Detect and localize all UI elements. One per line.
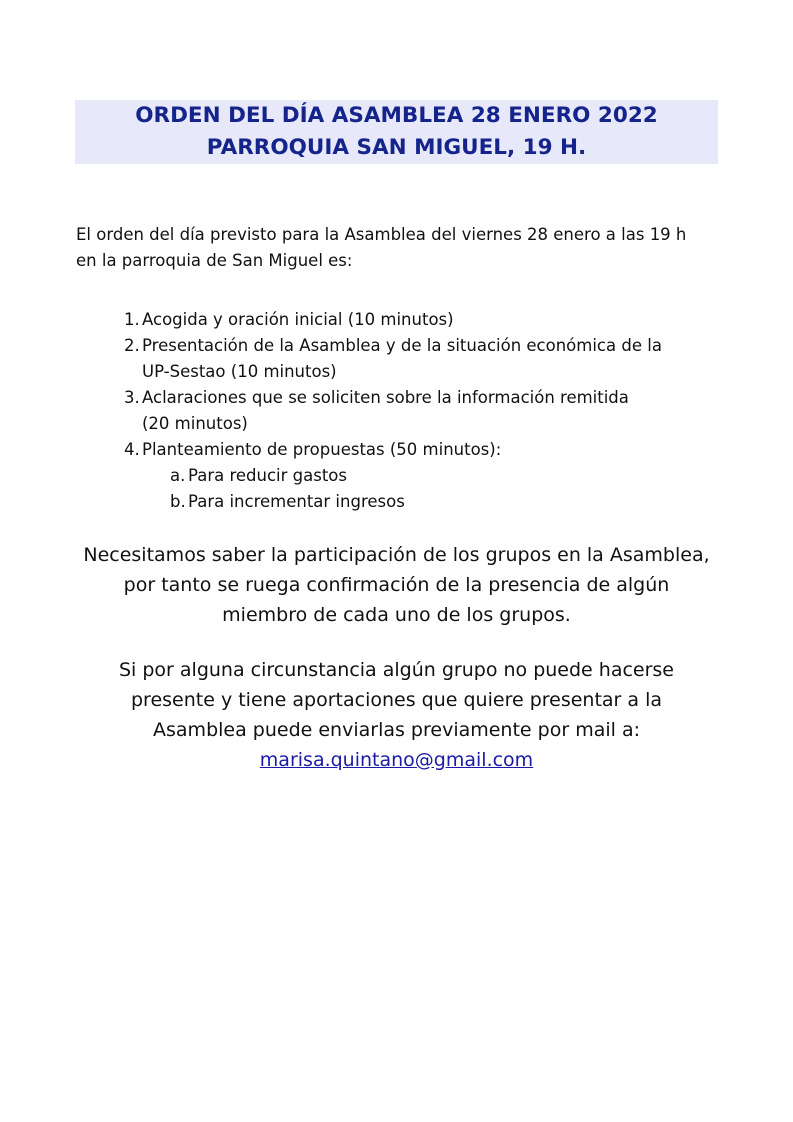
participation-line-3: miembro de cada uno de los grupos. xyxy=(222,604,571,626)
agenda-item-text: Planteamiento de propuestas (50 minutos): xyxy=(142,440,502,459)
agenda-subitem-text: Para reducir gastos xyxy=(188,466,347,485)
agenda-item-text-cont: UP-Sestao (10 minutos) xyxy=(142,362,337,381)
agenda-item-text: Aclaraciones que se soliciten sobre la información remitida xyxy=(142,388,629,407)
agenda-item-4 xyxy=(124,437,704,515)
participation-line-1: Necesitamos saber la participación de los grupos en la Asamblea, xyxy=(83,544,710,566)
agenda-subitem-b xyxy=(170,489,704,515)
agenda-item-text: Acogida y oración inicial (10 minutos) xyxy=(142,310,454,329)
agenda-item-number: 3. xyxy=(124,388,140,407)
agenda-item-text-cont: (20 minutos) xyxy=(142,414,248,433)
agenda-item-3 xyxy=(124,385,704,437)
participation-paragraph xyxy=(60,540,733,630)
agenda-subitem-a xyxy=(170,463,704,489)
agenda-item-1 xyxy=(124,307,704,333)
intro-line-1: El orden del día previsto para la Asamblea del viernes 28 enero a las 19 h xyxy=(76,225,687,244)
contact-paragraph xyxy=(60,655,733,775)
contact-line-1: Si por alguna circunstancia algún grupo no puede hacerse xyxy=(118,659,674,681)
intro-line-2: en la parroquia de San Miguel es: xyxy=(76,251,353,270)
participation-line-2: por tanto se ruega confirmación de la presencia de algún xyxy=(123,574,670,596)
agenda-item-number: 2. xyxy=(124,336,140,355)
contact-line-2: presente y tiene aportaciones que quiere presentar a la xyxy=(130,689,663,711)
agenda-item-number: 4. xyxy=(124,440,140,459)
title-line-1: ORDEN DEL DÍA ASAMBLEA 28 ENERO 2022 xyxy=(135,103,658,128)
email-link[interactable]: marisa.quintano@gmail.com xyxy=(259,749,534,771)
agenda-subitem-text: Para incrementar ingresos xyxy=(188,492,405,511)
agenda-subitem-letter: b. xyxy=(170,492,186,511)
agenda-item-number: 1. xyxy=(124,310,140,329)
agenda-item-text: Presentación de la Asamblea y de la situación económica de la xyxy=(142,336,662,355)
agenda-subitem-letter: a. xyxy=(170,466,186,485)
agenda-sublist xyxy=(142,463,704,515)
agenda-list xyxy=(124,307,704,515)
title-banner xyxy=(75,100,718,164)
title-line-2: PARROQUIA SAN MIGUEL, 19 H. xyxy=(206,135,587,160)
contact-line-3: Asamblea puede enviarlas previamente por mail a: xyxy=(153,719,640,741)
intro-paragraph xyxy=(76,222,726,274)
agenda-item-2 xyxy=(124,333,704,385)
